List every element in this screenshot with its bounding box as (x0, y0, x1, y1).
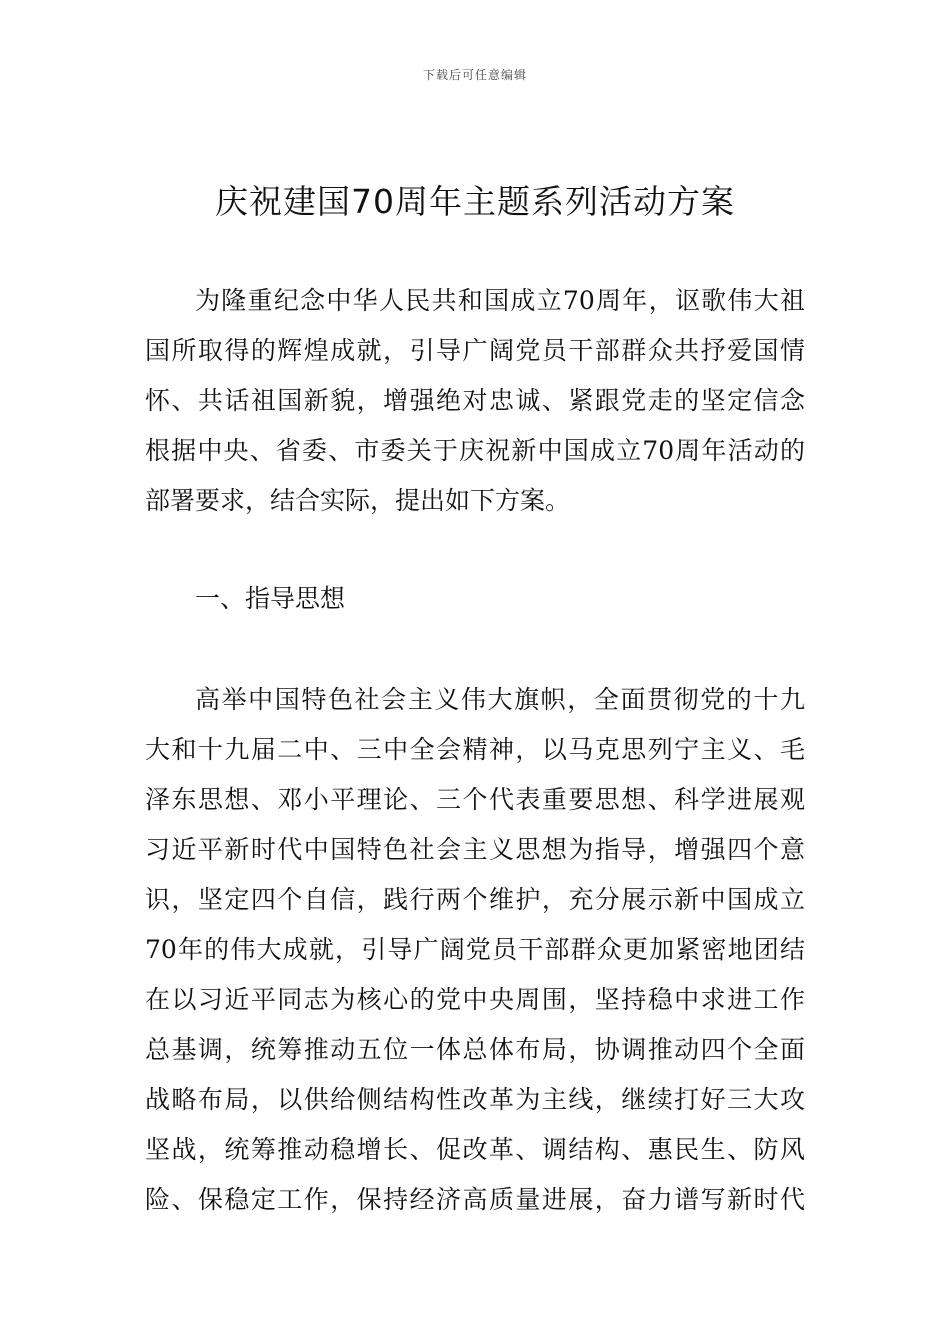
header-note: 下载后可任意编辑 (422, 68, 527, 82)
paragraph-line: 大和十九届二中、三中全会精神，以马克思列宁主义、毛 (145, 735, 805, 764)
document-title: 庆祝建国70周年主题系列活动方案 (215, 182, 735, 221)
paragraph-line: 在以习近平同志为核心的党中央周围，坚持稳中求进工作 (145, 985, 805, 1014)
paragraph-line: 70年的伟大成就，引导广阔党员干部群众更加紧密地团结 (145, 935, 805, 964)
paragraph-line: 泽东思想、邓小平理论、三个代表重要思想、科学进展观 (145, 785, 805, 814)
paragraph-line: 为隆重纪念中华人民共和国成立70周年，讴歌伟大祖 (195, 286, 805, 315)
paragraph-line: 战略布局，以供给侧结构性改革为主线，继续打好三大攻 (145, 1085, 805, 1114)
intro-paragraph (145, 276, 805, 526)
section-heading: 一、指导思想 (195, 584, 346, 613)
section-paragraph (145, 675, 805, 1225)
paragraph-line: 习近平新时代中国特色社会主义思想为指导，增强四个意 (145, 835, 805, 864)
paragraph-line: 总基调，统筹推动五位一体总体布局，协调推动四个全面 (145, 1035, 805, 1064)
paragraph-line: 高举中国特色社会主义伟大旗帜，全面贯彻党的十九 (195, 685, 805, 714)
paragraph-line: 国所取得的辉煌成就，引导广阔党员干部群众共抒爱国情 (145, 336, 805, 365)
paragraph-line: 根据中央、省委、市委关于庆祝新中国成立70周年活动的 (145, 436, 805, 465)
paragraph-line: 部署要求，结合实际，提出如下方案。 (145, 486, 571, 515)
paragraph-line: 坚战，统筹推动稳增长、促改革、调结构、惠民生、防风 (145, 1135, 805, 1164)
paragraph-line: 识，坚定四个自信，践行两个维护，充分展示新中国成立 (145, 885, 805, 914)
paragraph-line: 险、保稳定工作，保持经济高质量进展，奋力谱写新时代 (145, 1185, 805, 1214)
paragraph-line: 怀、共话祖国新貌，增强绝对忠诚、紧跟党走的坚定信念 (145, 386, 805, 415)
